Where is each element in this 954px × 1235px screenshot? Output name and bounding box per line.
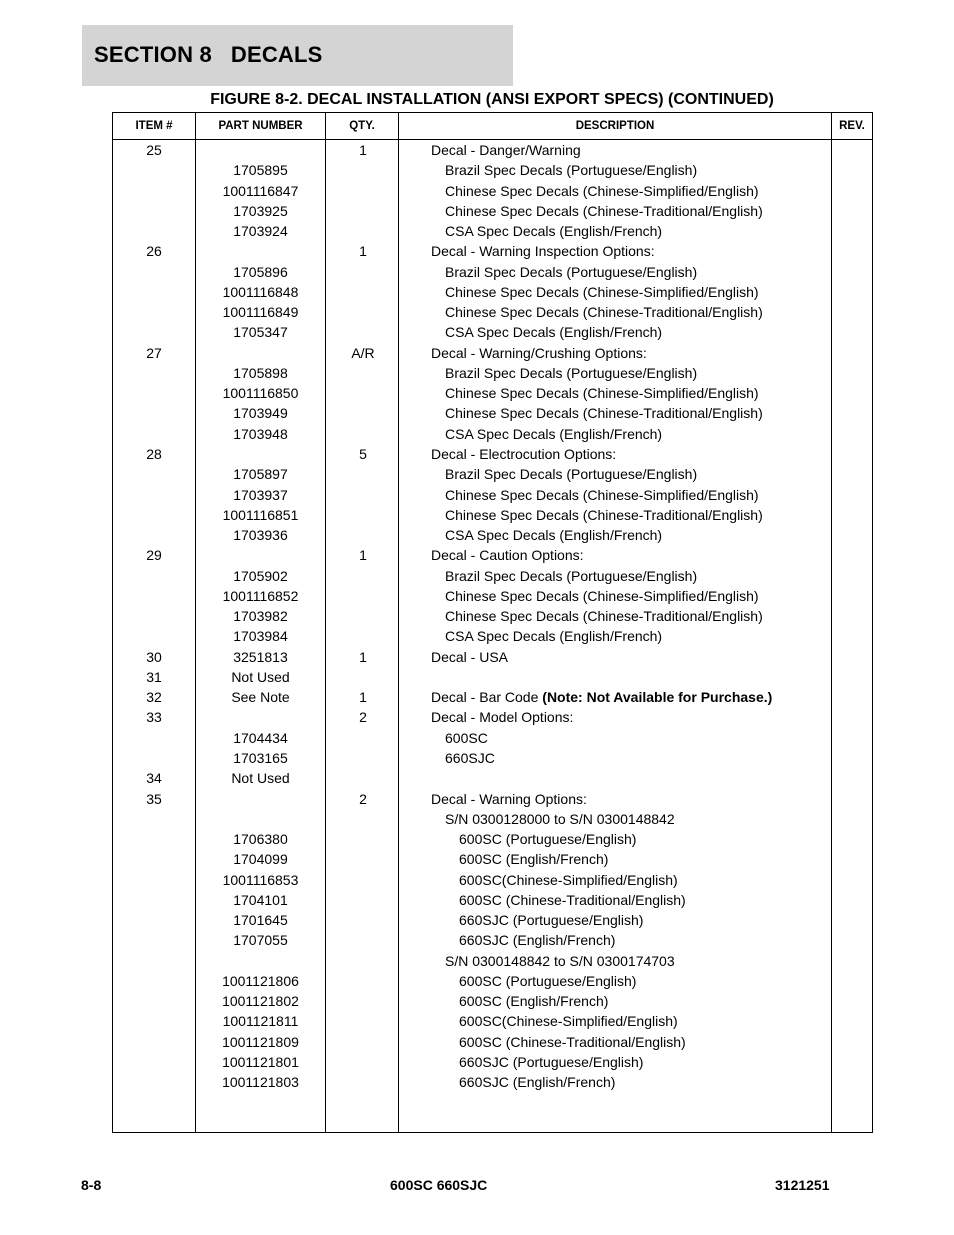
description xyxy=(431,444,616,464)
part-number: 1703948 xyxy=(233,425,288,442)
table-row xyxy=(113,505,872,525)
description-text: 660SJC (Portuguese/English) xyxy=(459,1053,644,1070)
description xyxy=(445,809,675,829)
part-number: 1705898 xyxy=(233,364,288,381)
description xyxy=(445,160,697,180)
table-row xyxy=(113,363,872,383)
description xyxy=(445,586,759,606)
part-number: 1001116852 xyxy=(222,587,299,604)
item-number: 35 xyxy=(146,790,162,807)
description-text: 600SC (Portuguese/English) xyxy=(459,831,637,848)
figure-title: FIGURE 8-2. DECAL INSTALLATION (ANSI EXPORT SPECS) (CONTINUED) xyxy=(210,91,774,108)
table-row xyxy=(113,464,872,484)
description-text: Chinese Spec Decals (Chinese-Simplified/English) xyxy=(445,486,759,503)
item-number: 27 xyxy=(146,344,162,361)
table-row xyxy=(113,403,872,423)
description xyxy=(445,181,759,201)
item-number: 32 xyxy=(146,689,162,706)
description-text: 600SC (Chinese-Traditional/English) xyxy=(459,1033,686,1050)
table-row xyxy=(113,870,872,890)
part-number: 1705902 xyxy=(233,567,288,584)
item-number: 26 xyxy=(146,243,162,260)
description xyxy=(459,971,636,991)
description-text: 600SC xyxy=(445,729,488,746)
table-row xyxy=(113,424,872,444)
part-number: 1703982 xyxy=(233,608,288,625)
table-row xyxy=(113,951,872,971)
part-number: 1001116853 xyxy=(222,871,299,888)
item-number: 25 xyxy=(146,142,162,158)
part-number: 1701645 xyxy=(233,912,288,929)
quantity: A/R xyxy=(351,344,375,361)
table-row xyxy=(113,1052,872,1072)
table-row xyxy=(113,1011,872,1031)
description-text: Chinese Spec Decals (Chinese-Traditional/English) xyxy=(445,304,763,321)
description-text: S/N 0300128000 to S/N 0300148842 xyxy=(445,810,675,827)
part-number: 1703924 xyxy=(233,223,288,240)
description-text: Decal - Danger/Warning xyxy=(431,142,581,158)
quantity: 2 xyxy=(359,709,367,726)
description-text: Decal - Warning/Crushing Options: xyxy=(431,344,647,361)
description xyxy=(459,849,608,869)
table-row xyxy=(113,282,872,302)
description-text: Brazil Spec Decals (Portuguese/English) xyxy=(445,364,698,381)
description-text: 660SJC (Portuguese/English) xyxy=(459,912,644,929)
description xyxy=(431,707,573,727)
part-number: 1703937 xyxy=(233,486,288,503)
part-number: 1707055 xyxy=(233,932,288,949)
description xyxy=(445,566,697,586)
quantity: 5 xyxy=(359,445,367,462)
table-row xyxy=(113,586,872,606)
table-row xyxy=(113,849,872,869)
description xyxy=(431,687,772,707)
part-number: 1705895 xyxy=(233,162,288,179)
item-number: 29 xyxy=(146,547,162,564)
description xyxy=(431,140,581,160)
table-row xyxy=(113,789,872,809)
description xyxy=(445,424,662,444)
description xyxy=(459,829,636,849)
description xyxy=(431,343,647,363)
part-number: Not Used xyxy=(231,770,290,787)
table-row xyxy=(113,667,872,687)
table-row xyxy=(113,383,872,403)
description-text: CSA Spec Decals (English/French) xyxy=(445,527,663,544)
table-row xyxy=(113,687,872,707)
description xyxy=(445,262,697,282)
part-number: 1001121802 xyxy=(222,993,299,1010)
item-number: 31 xyxy=(146,668,162,685)
table-row xyxy=(113,930,872,950)
description-text: CSA Spec Decals (English/French) xyxy=(445,425,663,442)
part-number: 1001116851 xyxy=(222,506,299,523)
description xyxy=(459,991,608,1011)
section-banner xyxy=(82,25,513,86)
table-row xyxy=(113,545,872,565)
description xyxy=(459,1072,615,1092)
description-text: Decal - Bar Code xyxy=(431,689,543,706)
quantity: 1 xyxy=(359,243,367,260)
table-row xyxy=(113,302,872,322)
header-rev: REV. xyxy=(839,120,865,132)
description-text: CSA Spec Decals (English/French) xyxy=(445,223,663,240)
parts-table xyxy=(112,112,873,1133)
description-text: Decal - Electrocution Options: xyxy=(431,445,617,462)
table-row xyxy=(113,971,872,991)
table-row xyxy=(113,606,872,626)
part-number: 1703165 xyxy=(233,749,288,766)
part-number: 1001121809 xyxy=(222,1033,299,1050)
description-text: 600SC (Chinese-Traditional/English) xyxy=(459,891,686,908)
description xyxy=(459,1011,678,1031)
part-number: 1001121811 xyxy=(222,1013,299,1030)
description xyxy=(431,241,655,261)
table-row xyxy=(113,707,872,727)
description-text: Brazil Spec Decals (Portuguese/English) xyxy=(445,567,698,584)
part-number: 1001116847 xyxy=(222,182,299,199)
description xyxy=(445,748,495,768)
part-number: 1704099 xyxy=(233,851,288,868)
table-row xyxy=(113,322,872,342)
table-row xyxy=(113,728,872,748)
table-row xyxy=(113,829,872,849)
footer-page-number: 8-8 xyxy=(81,1177,102,1193)
description-text: Brazil Spec Decals (Portuguese/English) xyxy=(445,263,698,280)
table-row xyxy=(113,221,872,241)
table-row xyxy=(113,444,872,464)
description-text: Decal - Model Options: xyxy=(431,709,574,726)
table-row xyxy=(113,262,872,282)
description xyxy=(445,485,759,505)
description xyxy=(445,201,763,221)
header-description: DESCRIPTION xyxy=(575,120,655,132)
part-number: 1001116848 xyxy=(222,283,299,300)
header-part-number: PART NUMBER xyxy=(218,120,303,132)
item-number: 30 xyxy=(146,648,162,665)
part-number: 1001116849 xyxy=(222,304,299,321)
description xyxy=(459,910,643,930)
description xyxy=(431,789,587,809)
part-number: Not Used xyxy=(231,668,290,685)
part-number: 1706380 xyxy=(233,831,288,848)
description xyxy=(445,221,662,241)
quantity: 1 xyxy=(359,689,367,706)
table-row xyxy=(113,626,872,646)
description xyxy=(445,951,675,971)
description-text: 600SC(Chinese-Simplified/English) xyxy=(459,1013,678,1030)
description-text: Decal - Caution Options: xyxy=(431,547,584,564)
part-number: 1703984 xyxy=(233,628,288,645)
description xyxy=(445,728,488,748)
table-row xyxy=(113,160,872,180)
item-number: 28 xyxy=(146,445,162,462)
description xyxy=(459,1052,643,1072)
part-number: 1001121801 xyxy=(222,1053,299,1070)
header-qty: QTY. xyxy=(349,120,375,132)
description-text: Chinese Spec Decals (Chinese-Traditional/English) xyxy=(445,506,763,523)
description-text: 600SC (English/French) xyxy=(459,993,609,1010)
part-number: 1705347 xyxy=(233,324,288,341)
table-row xyxy=(113,241,872,261)
description-text: 660SJC (English/French) xyxy=(459,932,616,949)
description xyxy=(459,890,686,910)
part-number: See Note xyxy=(231,689,290,706)
description xyxy=(445,403,763,423)
description-text: S/N 0300148842 to S/N 0300174703 xyxy=(445,952,675,969)
table-row xyxy=(113,566,872,586)
description xyxy=(445,282,759,302)
description-text: 600SC(Chinese-Simplified/English) xyxy=(459,871,678,888)
description xyxy=(445,322,662,342)
description-text: Brazil Spec Decals (Portuguese/English) xyxy=(445,466,698,483)
description xyxy=(459,870,678,890)
part-number: 1705896 xyxy=(233,263,288,280)
description xyxy=(445,606,763,626)
description xyxy=(445,505,763,525)
table-row xyxy=(113,1032,872,1052)
description xyxy=(445,363,697,383)
quantity: 1 xyxy=(359,142,367,158)
part-number: 1705897 xyxy=(233,466,288,483)
description-text: Brazil Spec Decals (Portuguese/English) xyxy=(445,162,698,179)
description-text: Decal - USA xyxy=(431,648,509,665)
footer-doc-number: 3121251 xyxy=(775,1177,830,1193)
table-body xyxy=(113,140,872,1092)
header-item: ITEM # xyxy=(135,120,173,132)
table-row xyxy=(113,748,872,768)
table-row xyxy=(113,181,872,201)
description-text: 600SC (Portuguese/English) xyxy=(459,972,637,989)
table-row xyxy=(113,991,872,1011)
part-number: 3251813 xyxy=(233,648,288,665)
description xyxy=(445,525,662,545)
table-row xyxy=(113,809,872,829)
part-number: 1001116850 xyxy=(222,385,299,402)
description xyxy=(431,647,508,667)
quantity: 1 xyxy=(359,648,367,665)
table-row xyxy=(113,1072,872,1092)
description xyxy=(459,930,615,950)
description-text: Decal - Warning Options: xyxy=(431,790,587,807)
table-row xyxy=(113,201,872,221)
part-number: 1704101 xyxy=(233,891,288,908)
table-row xyxy=(113,485,872,505)
part-number: 1704434 xyxy=(233,729,288,746)
part-number: 1703925 xyxy=(233,202,288,219)
table-row xyxy=(113,525,872,545)
description-note: (Note: Not Available for Purchase.) xyxy=(542,689,773,706)
item-number: 34 xyxy=(146,770,162,787)
part-number: 1703949 xyxy=(233,405,288,422)
section-title: SECTION 8 DECALS xyxy=(94,42,323,67)
description xyxy=(445,302,763,322)
description xyxy=(445,464,697,484)
part-number: 1703936 xyxy=(233,527,288,544)
table-row xyxy=(113,910,872,930)
description-text: Chinese Spec Decals (Chinese-Simplified/English) xyxy=(445,587,759,604)
table-row xyxy=(113,890,872,910)
description xyxy=(445,383,759,403)
description-text: CSA Spec Decals (English/French) xyxy=(445,628,663,645)
description xyxy=(431,545,584,565)
description-text: 660SJC xyxy=(445,749,495,766)
table-row xyxy=(113,647,872,667)
table-row xyxy=(113,768,872,788)
description-text: Chinese Spec Decals (Chinese-Traditional/English) xyxy=(445,608,763,625)
description-text: CSA Spec Decals (English/French) xyxy=(445,324,663,341)
description-text: Decal - Warning Inspection Options: xyxy=(431,243,655,260)
description-text: Chinese Spec Decals (Chinese-Simplified/English) xyxy=(445,182,759,199)
description-text: Chinese Spec Decals (Chinese-Simplified/English) xyxy=(445,283,759,300)
description-text: Chinese Spec Decals (Chinese-Traditional/English) xyxy=(445,202,763,219)
description-text: 600SC (English/French) xyxy=(459,851,609,868)
description xyxy=(459,1032,686,1052)
item-number: 33 xyxy=(146,709,162,726)
description-text: Chinese Spec Decals (Chinese-Traditional/English) xyxy=(445,405,763,422)
part-number: 1001121806 xyxy=(222,972,299,989)
part-number: 1001121803 xyxy=(222,1074,299,1091)
quantity: 1 xyxy=(359,547,367,564)
description-text: 660SJC (English/French) xyxy=(459,1074,616,1091)
quantity: 2 xyxy=(359,790,367,807)
footer-model: 600SC 660SJC xyxy=(390,1177,488,1193)
description-text: Chinese Spec Decals (Chinese-Simplified/English) xyxy=(445,385,759,402)
table-row xyxy=(113,343,872,363)
description xyxy=(445,626,662,646)
table-row xyxy=(113,140,872,160)
